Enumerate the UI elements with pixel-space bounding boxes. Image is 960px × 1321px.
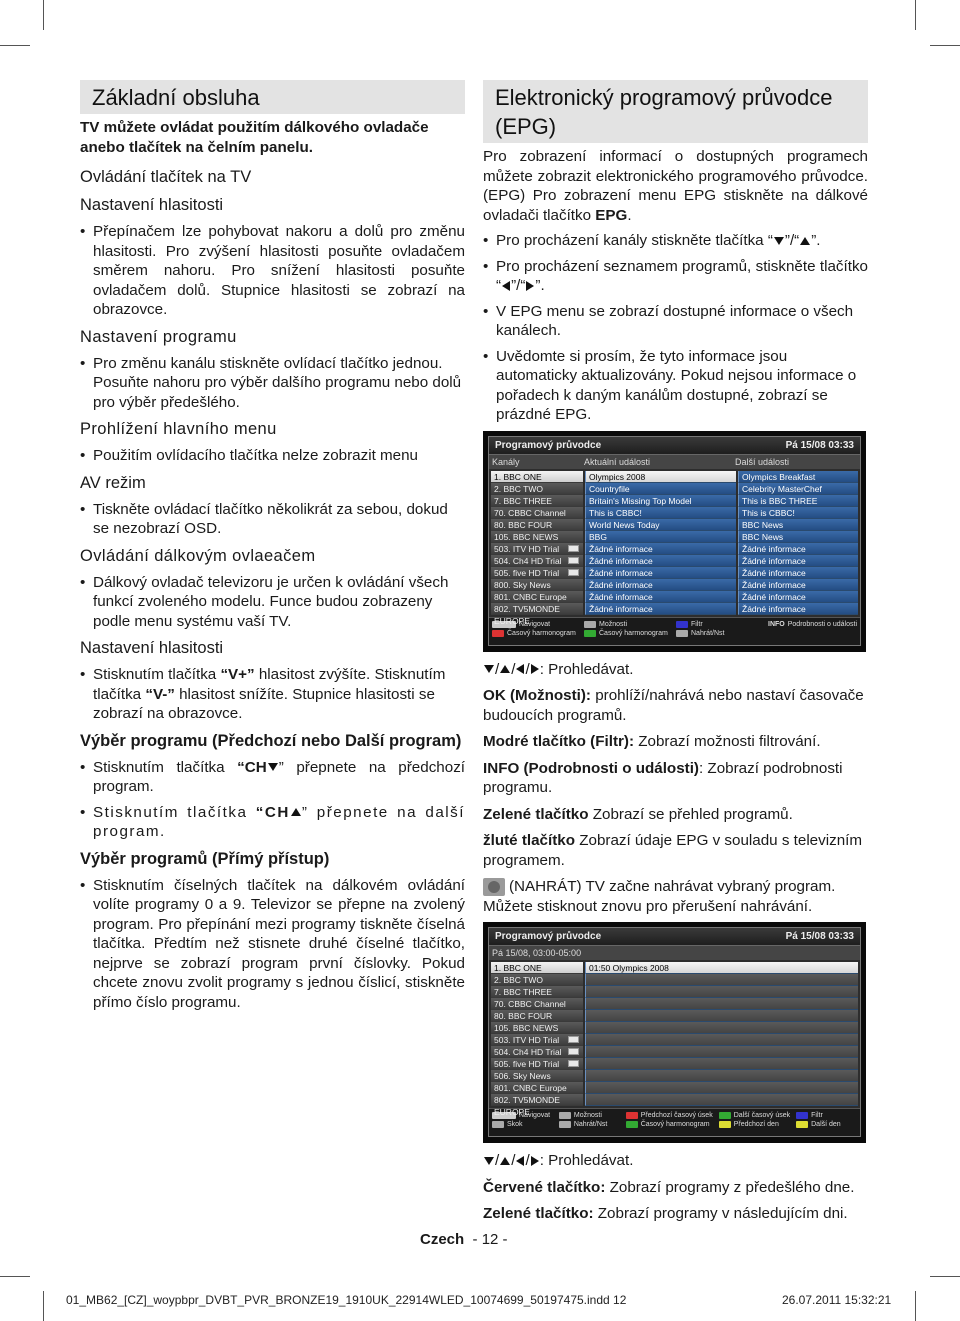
red-key-icon — [626, 1112, 638, 1119]
now-event-row: Countryfile — [585, 483, 736, 495]
direct-list — [80, 876, 465, 1013]
heading-tv-buttons: Ovládání tlačítek na TV — [80, 168, 252, 186]
slug-filename: 01_MB62_[CZ]_woypbpr_DVBT_PVR_BRONZE19_1910UK_22914WLED_10074699_50197475.indd 12 — [66, 1293, 627, 1307]
heading-direct-access: Výběr programů (Přímý přístup) — [80, 849, 330, 868]
channel-row: 2. BBC TWO — [491, 483, 583, 495]
channel-row: 802. TV5MONDE EUROPE — [491, 603, 583, 615]
av-bullet: • Tiskněte ovládací tlačítko několikrát za sebou, dokud se nezobrazí OSD. — [80, 500, 465, 539]
epg2-program-list — [585, 962, 858, 1106]
hd-icon — [568, 569, 579, 576]
col-channels: Kanály — [492, 456, 520, 467]
volume-bullet: • Přepínačem lze pohybovat nakoru a dolů pro změnu hlasitosti. Pro zvýšení hlasitosti posuňte ovladačem směrem nahoru. Pro snížení hlasitosti posuňte ovladačem dolů. Stupnice hlasitosti se zobrazí na obrazovce. — [80, 222, 465, 320]
red-instruction-2: Červené tlačítko: Zobrazí programy z předešlého dne. — [483, 1178, 855, 1196]
yellow-key-icon — [796, 1121, 808, 1128]
hd-icon — [568, 557, 579, 564]
nav-instruction-1: / / / : Prohledávat. — [483, 660, 868, 680]
ch-up-bullet: • Stisknutím tlačítka “CH ” přepnete na další program. — [80, 803, 465, 842]
right-column — [483, 80, 868, 1224]
remote-list — [80, 573, 465, 632]
epg-bullet-programs: • Pro procházení seznamem programů, stiskněte tlačítko “ ”/“ ”. — [483, 257, 868, 296]
up-arrow-icon — [500, 1157, 510, 1165]
yellow-instruction: žluté tlačítko Zobrazí údaje EPG v souladu s televizním programem. — [483, 832, 863, 869]
epg-bullet-update: • Uvědomte si prosím, že tyto informace jsou automaticky aktualizovány. Pokud nejsou informace o pořadech k daným kanálům dostupné, zobrazí se prázdné EPG. — [483, 347, 868, 425]
yellow-key-icon — [719, 1121, 731, 1128]
down-arrow-icon — [774, 237, 784, 245]
timeline-row — [585, 1070, 858, 1082]
timeline-row: 01:50 Olympics 2008 — [585, 962, 858, 974]
next-event-row: This is BBC THREE — [738, 495, 858, 507]
crop-mark — [0, 45, 30, 46]
channel-row: 80. BBC FOUR — [491, 1010, 583, 1022]
crop-mark — [43, 0, 44, 30]
blue-key-icon — [676, 621, 688, 628]
next-event-row: This is CBBC! — [738, 507, 858, 519]
next-event-row: Žádné informace — [738, 543, 858, 555]
crop-mark — [930, 45, 960, 46]
epg-list-screenshot: Programový průvodce Pá 15/08 03:33 Kanály Aktuální události Další události 1. BBC ONE 2. BBC TWO 7. BBC THREE 70. CBBC Channel 80. BBC FOUR 105. BBC NEWS 503. ITV HD Trial 504. Ch4 HD Trial 505. five HD Trial 800. Sky News 801. CNBC Europe 802. TV5MONDE EUROPE Olympics 2008 Countryfile Britain's Missing Top Model This is CBBC! World News Today BBG Žádné informace Žádné informace Žádné informace Žádné informace Žádné informace Žádné informace Olympics Breakfast Celebrity MasterChef This is BBC THREE This is CBBC! BBC News BBC News Žádné informace Žádné informace Žádné informace Žádné informace Žádné informace Žádné informace Navigovat Časový harmonogram Možnosti Časový harmonogram Filtr Nahrát/Nst INFO Podrobnosti o události — [483, 431, 866, 652]
channel-row: 1. BBC ONE — [491, 962, 583, 974]
page-number: Czech - 12 - — [420, 1231, 508, 1248]
channel-row: 504. Ch4 HD Trial — [491, 555, 583, 567]
epg2-datetime: Pá 15/08, 03:00-05:00 — [492, 948, 582, 958]
right-arrow-icon — [531, 664, 539, 674]
now-event-row: This is CBBC! — [585, 507, 736, 519]
timeline-row — [585, 1034, 858, 1046]
next-event-row: BBC News — [738, 531, 858, 543]
nav-instruction-2: / / / : Prohledávat. — [483, 1151, 868, 1171]
channel-row: 503. ITV HD Trial — [491, 1034, 583, 1046]
channel-row: 506. Sky News — [491, 1070, 583, 1082]
now-event-row: Žádné informace — [585, 579, 736, 591]
blue-key-icon — [796, 1112, 808, 1119]
heading-volume-2: Nastavení hlasitosti — [80, 639, 224, 657]
now-event-row: World News Today — [585, 519, 736, 531]
volume2-bullet: • Stisknutím tlačítka “V+” hlasitost zvýšíte. Stisknutím tlačítka “V-” hlasitost snížíte. Stupnice hlasitosti se zobrazí na obrazovce. — [80, 665, 465, 724]
epg-channel-list — [491, 471, 583, 626]
timeline-row — [585, 986, 858, 998]
epg2-title: Programový průvodce — [495, 931, 602, 942]
now-event-row: BBG — [585, 531, 736, 543]
now-event-row: Žádné informace — [585, 603, 736, 615]
epg-title: Programový průvodce — [495, 439, 602, 451]
record-instruction: (NAHRÁT) TV začne nahrávat vybraný program. Můžete stisknout znovu pro přerušení nahrávání. — [483, 878, 836, 915]
epg-bullet-channels: • Pro procházení kanály stiskněte tlačítka “ ”/“ ”. — [483, 231, 868, 251]
channel-row: 801. CNBC Europe — [491, 1082, 583, 1094]
up-arrow-icon — [500, 665, 510, 673]
up-arrow-icon — [800, 237, 810, 245]
rec-key-icon — [559, 1121, 571, 1128]
heading-av-mode: AV režim — [80, 473, 146, 492]
next-event-row: Olympics Breakfast — [738, 471, 858, 483]
next-event-row: Žádné informace — [738, 591, 858, 603]
epg-timeline-screenshot: Programový průvodce Pá 15/08 03:33 Pá 15/08, 03:00-05:00 1. BBC ONE 2. BBC TWO 7. BBC THREE 70. CBBC Channel 80. BBC FOUR 105. BBC NEWS 503. ITV HD Trial 504. Ch4 HD Trial 505. five HD Trial 506. Sky News 801. CNBC Europe 802. TV5MONDE EUROPE 01:50 Olympics 2008 Navigovat Skok Možnosti Nahrát/Nst Předchozí časový úsek Časový harmonogram Další časový úsek Předchozí den Filtr Další den — [483, 922, 866, 1143]
next-event-row: Žádné informace — [738, 579, 858, 591]
ok-key-icon — [559, 1112, 571, 1119]
epg-bullet-info: • V EPG menu se zobrazí dostupné informace o všech kanálech. — [483, 302, 868, 341]
epg-intro: Pro zobrazení informací o dostupných programech můžete zobrazit elektronického programového průvodce. (EPG) Pro zobrazení menu EPG stiskněte na dálkové ovladači tlačítko EPG. — [483, 148, 868, 224]
channel-row: 800. Sky News — [491, 579, 583, 591]
section-title-epg: Elektronický programový průvodce (EPG) — [483, 80, 868, 143]
channel-row: 105. BBC NEWS — [491, 1022, 583, 1034]
down-arrow-icon — [484, 1157, 494, 1165]
menu-list — [80, 446, 465, 466]
remote-bullet: • Dálkový ovladač televizoru je určen k ovládání všech funkcí zvoleného modelu. Funce budou zobrazeny podle menu systému vaší TV. — [80, 573, 465, 632]
channel-row: 70. CBBC Channel — [491, 507, 583, 519]
channel-row: 504. Ch4 HD Trial — [491, 1046, 583, 1058]
crop-mark — [0, 1276, 30, 1277]
heading-volume: Nastavení hlasitosti — [80, 196, 224, 214]
heading-main-menu: Prohlížení hlavního menu — [80, 420, 277, 438]
green-instruction-2: Zelené tlačítko: Zobrazí programy v následujícím dni. — [483, 1205, 848, 1222]
col-now: Aktuální události — [584, 456, 651, 467]
channel-row: 80. BBC FOUR — [491, 519, 583, 531]
down-arrow-icon — [268, 763, 278, 771]
crop-mark — [930, 1276, 960, 1277]
hd-icon — [568, 1036, 579, 1043]
epg-list — [483, 231, 868, 425]
up-arrow-icon — [291, 808, 301, 816]
channel-row: 503. ITV HD Trial — [491, 543, 583, 555]
program-select-list — [80, 758, 465, 842]
left-arrow-icon — [516, 664, 524, 674]
epg2-datetime2: Pá 15/08 03:33 — [785, 931, 854, 942]
left-arrow-icon — [516, 1156, 524, 1166]
volume2-list — [80, 665, 465, 724]
epg-next-list — [738, 471, 858, 615]
green-key-icon — [584, 630, 596, 637]
intro-text: TV můžete ovládat použitím dálkového ovladače anebo tlačítek na čelním panelu. — [80, 119, 429, 156]
timeline-row — [585, 1022, 858, 1034]
crop-mark — [915, 0, 916, 30]
rec-key-icon — [676, 630, 688, 637]
timeline-row — [585, 1094, 858, 1106]
info-instruction: INFO (Podrobnosti o události): Zobrazí podrobnosti programu. — [483, 759, 843, 796]
right-arrow-icon — [531, 1156, 539, 1166]
heading-program-select: Výběr programu (Předchozí nebo Další program) — [80, 731, 462, 750]
channel-row: 2. BBC TWO — [491, 974, 583, 986]
timeline-row — [585, 1046, 858, 1058]
timeline-row — [585, 974, 858, 986]
epg-datetime: Pá 15/08 03:33 — [785, 439, 854, 451]
next-event-row: Žádné informace — [738, 555, 858, 567]
channel-row: 802. TV5MONDE EUROPE — [491, 1094, 583, 1106]
channel-row: 7. BBC THREE — [491, 986, 583, 998]
next-event-row: Žádné informace — [738, 567, 858, 579]
ok-key-icon — [584, 621, 596, 628]
channel-row: 105. BBC NEWS — [491, 531, 583, 543]
next-event-row: BBC News — [738, 519, 858, 531]
now-event-row: Žádné informace — [585, 555, 736, 567]
blue-instruction: Modré tlačítko (Filtr): Zobrazí možnosti filtrování. — [483, 733, 821, 750]
epg2-channel-list — [491, 962, 583, 1117]
timeline-row — [585, 1058, 858, 1070]
channel-row: 7. BBC THREE — [491, 495, 583, 507]
green-key-icon — [719, 1112, 731, 1119]
green-instruction: Zelené tlačítko Zobrazí se přehled programů. — [483, 805, 793, 823]
heading-program: Nastavení programu — [80, 327, 237, 346]
av-list — [80, 500, 465, 539]
hd-icon — [568, 1048, 579, 1055]
ch-down-bullet: • Stisknutím tlačítka “CH ” přepnete na předchozí program. — [80, 758, 465, 797]
crop-mark — [43, 1291, 44, 1321]
direct-bullet: • Stisknutím číselných tlačítek na dálkovém ovládání volíte programy 0 a 9. Televizor se přepne na zvolený program. Pro přepínání mezi programy tiskněte číselná tlačítka. Předtím než stisnete druhé číselné tlačítko, nejprve se zobrazí program první číslovky. Pokud chcete znovu zvolit programy s jednou číslicí, stiskněte přímo číslo programu. — [80, 876, 465, 1013]
menu-bullet: • Použitím ovlídacího tlačítka nelze zobrazit menu — [80, 446, 465, 466]
heading-remote: Ovládání dálkovým ovlaeačem — [80, 546, 316, 565]
right-arrow-icon — [526, 281, 534, 291]
now-event-row: Žádné informace — [585, 591, 736, 603]
record-button-icon — [483, 878, 505, 896]
now-event-row: Olympics 2008 — [585, 471, 736, 483]
green-key-icon — [626, 1121, 638, 1128]
down-arrow-icon — [484, 665, 494, 673]
now-event-row: Žádné informace — [585, 567, 736, 579]
volume-list — [80, 222, 465, 320]
left-arrow-icon — [502, 281, 510, 291]
section-title-basic-operation: Základní obsluha — [80, 80, 465, 114]
channel-row: 801. CNBC Europe — [491, 591, 583, 603]
program-bullet: • Pro změnu kanálu stiskněte ovlídací tlačítko jednou. Posuňte nahoru pro výběr dalšího programu nebo dolů pro výběr předešlého. — [80, 354, 465, 413]
crop-mark — [915, 1291, 916, 1321]
now-event-row: Britain's Missing Top Model — [585, 495, 736, 507]
timeline-row — [585, 1082, 858, 1094]
channel-row: 505. five HD Trial — [491, 1058, 583, 1070]
hd-icon — [568, 1060, 579, 1067]
col-next: Další události — [735, 456, 790, 467]
hd-icon — [568, 545, 579, 552]
channel-row: 505. five HD Trial — [491, 567, 583, 579]
left-column — [80, 80, 465, 1018]
slug-datetime: 26.07.2011 15:32:21 — [782, 1293, 892, 1307]
channel-row: 70. CBBC Channel — [491, 998, 583, 1010]
channel-row: 1. BBC ONE — [491, 471, 583, 483]
epg-now-list — [585, 471, 736, 615]
next-event-row: Celebrity MasterChef — [738, 483, 858, 495]
timeline-row — [585, 998, 858, 1010]
next-event-row: Žádné informace — [738, 603, 858, 615]
ok-instruction: OK (Možnosti): prohlíží/nahrává nebo nastaví časovače budoucích programů. — [483, 687, 864, 724]
timeline-row — [585, 1010, 858, 1022]
now-event-row: Žádné informace — [585, 543, 736, 555]
red-key-icon — [492, 630, 504, 637]
program-list — [80, 354, 465, 413]
jump-key-icon — [492, 1121, 504, 1128]
